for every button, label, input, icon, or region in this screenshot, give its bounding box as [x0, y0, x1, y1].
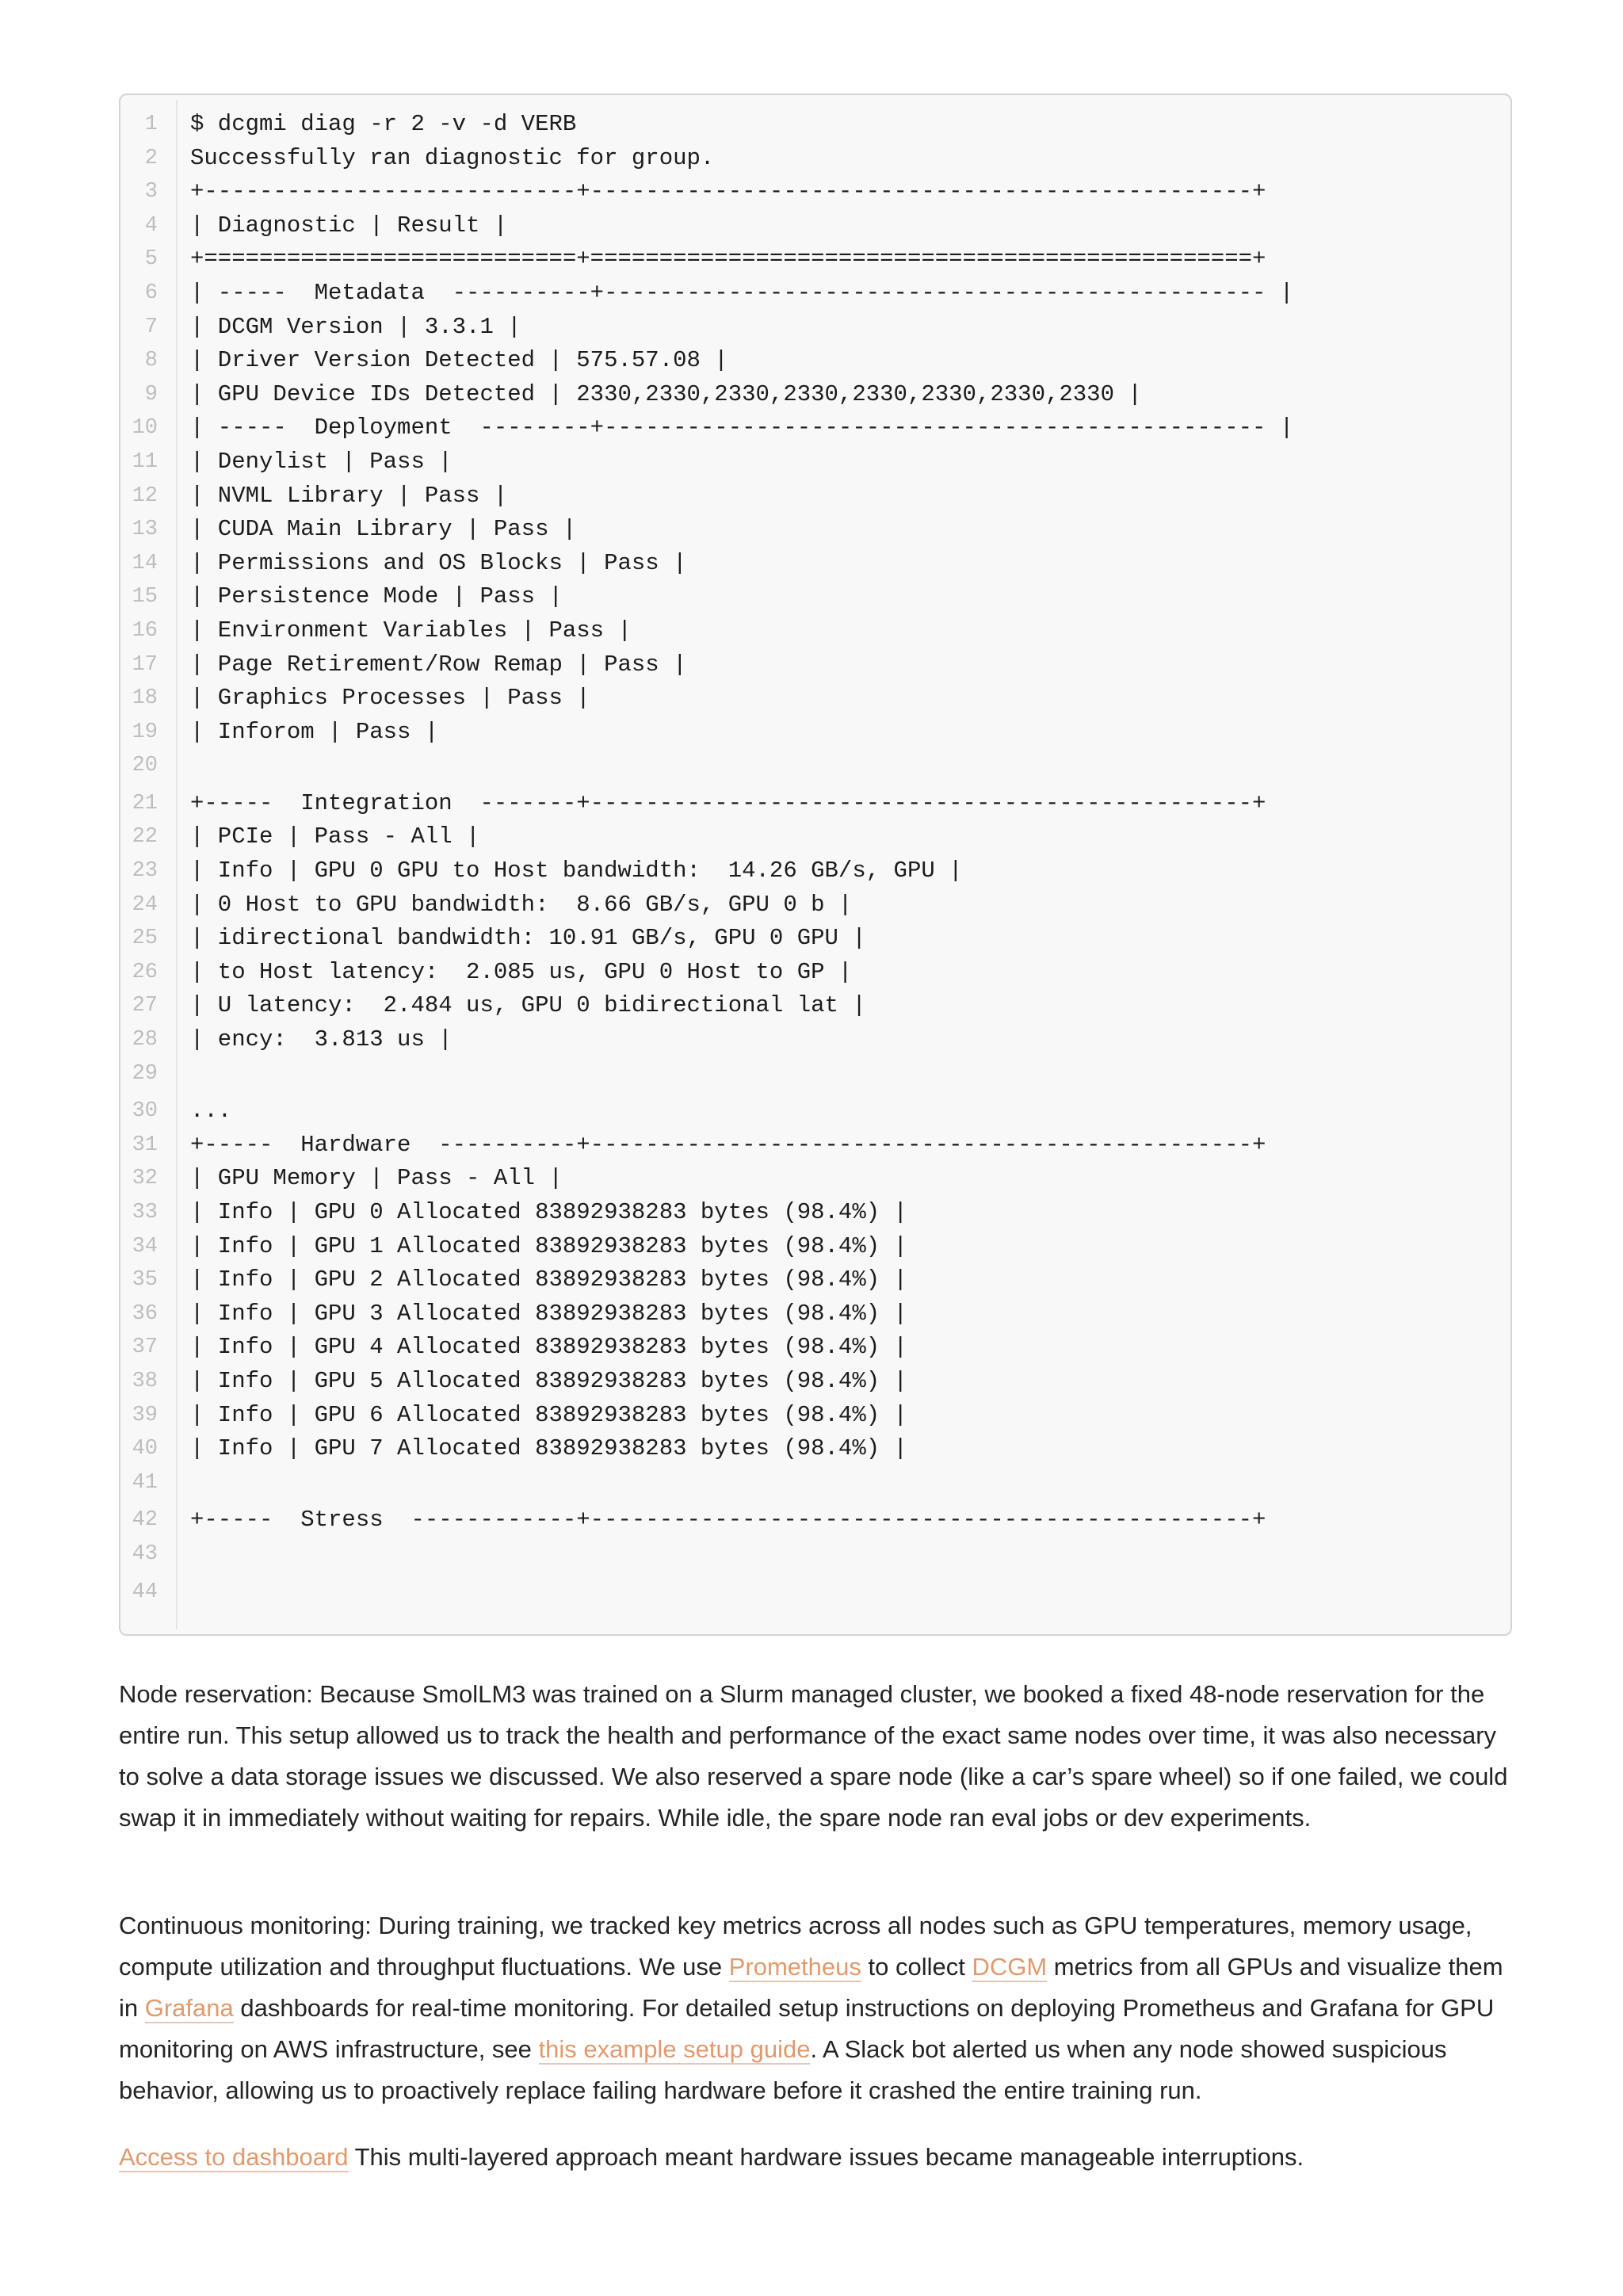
code-line [120, 1466, 1510, 1500]
code-text: | NVML Library | Pass | [190, 482, 508, 509]
line-number: 17 [132, 652, 158, 677]
code-text: | Graphics Processes | Pass | [190, 685, 590, 712]
line-number: 27 [132, 994, 158, 1018]
code-text: ... [190, 1098, 232, 1125]
line-number: 4 [144, 213, 158, 238]
line-number: 3 [144, 180, 158, 204]
line-number: 43 [132, 1541, 158, 1566]
line-number: 16 [132, 618, 158, 643]
code-text: | Inforom | Pass | [190, 718, 439, 745]
code-text: | Info | GPU 6 Allocated 83892938283 bytes (98.4%) | [190, 1401, 907, 1428]
line-number: 22 [132, 825, 158, 850]
code-line [120, 1503, 1510, 1538]
line-number: 2 [144, 146, 158, 170]
code-line [120, 787, 1510, 821]
setup-guide-link[interactable]: this example setup guide [538, 2035, 811, 2063]
code-line [120, 1538, 1510, 1572]
code-line [120, 344, 1510, 378]
line-number: 40 [132, 1437, 158, 1461]
code-text: | CUDA Main Library | Pass | [190, 516, 577, 543]
text-span: metrics from all GPUs and visualize them in [119, 1953, 1503, 2022]
line-number: 1 [144, 113, 158, 136]
code-block [119, 94, 1512, 1636]
code-text: | Info | GPU 0 Allocated 83892938283 bytes (98.4%) | [190, 1199, 907, 1225]
line-number: 9 [144, 382, 158, 407]
code-text: | ency: 3.813 us | [190, 1026, 453, 1053]
code-text: | Driver Version Detected | 575.57.08 | [190, 347, 728, 374]
line-number: 39 [132, 1403, 158, 1427]
code-text: | ----- Deployment --------+------------------------------------------------ | [190, 415, 1294, 441]
text-span: Continuous monitoring: During training, we tracked key metrics across all nodes such as GPU temperatures, memory usage, compute utilization and throughput fluctuations. We use [119, 1912, 1472, 1981]
line-number: 28 [132, 1028, 158, 1052]
code-line [120, 142, 1510, 176]
text-span: to collect [861, 1953, 972, 1981]
line-number: 36 [132, 1301, 158, 1326]
code-text: | Diagnostic | Result | [190, 212, 508, 239]
line-number: 12 [132, 483, 158, 508]
line-number: 31 [132, 1133, 158, 1157]
line-number: 30 [132, 1099, 158, 1124]
line-number: 7 [144, 315, 158, 339]
code-text: | Page Retirement/Row Remap | Pass | [190, 651, 687, 678]
code-lines [120, 108, 1510, 1609]
code-line [120, 1365, 1510, 1399]
code-line [120, 1432, 1510, 1466]
line-number: 44 [132, 1580, 158, 1604]
code-text: +----- Hardware ----------+------------------------------------------------+ [190, 1131, 1266, 1158]
line-number: 42 [132, 1508, 158, 1533]
line-number: 24 [132, 892, 158, 917]
line-number: 23 [132, 859, 158, 884]
line-number: 25 [132, 926, 158, 951]
code-text: | Info | GPU 4 Allocated 83892938283 bytes (98.4%) | [190, 1334, 907, 1361]
code-line [120, 716, 1510, 750]
prometheus-link[interactable]: Prometheus [728, 1953, 861, 1981]
line-number: 33 [132, 1201, 158, 1224]
code-line [120, 682, 1510, 716]
line-number: 38 [132, 1369, 158, 1393]
code-line [120, 888, 1510, 923]
code-line [120, 989, 1510, 1023]
line-number: 26 [132, 960, 158, 984]
code-text: | Info | GPU 2 Allocated 83892938283 bytes (98.4%) | [190, 1266, 907, 1293]
code-line [120, 311, 1510, 345]
code-text: | to Host latency: 2.085 us, GPU 0 Host to GP | [190, 958, 853, 985]
paragraph-dashboard [119, 2137, 1515, 2178]
text-span: This multi-layered approach meant hardware issues became manageable interruptions. [348, 2143, 1304, 2171]
code-text: | DCGM Version | 3.3.1 | [190, 313, 521, 340]
text-span: . A Slack bot alerted us when any node showed suspicious behavior, allowing us to proactively replace failing hardware before it crashed the entire training run. [119, 2035, 1447, 2104]
code-line [120, 1162, 1510, 1196]
code-line [120, 277, 1510, 311]
code-text: | 0 Host to GPU bandwidth: 8.66 GB/s, GPU 0 b | [190, 891, 853, 918]
code-line [120, 1331, 1510, 1365]
code-text: | Persistence Mode | Pass | [190, 583, 563, 610]
dcgm-link[interactable]: DCGM [972, 1953, 1048, 1981]
code-line [120, 175, 1510, 209]
code-text: +----- Integration -------+------------------------------------------------+ [190, 789, 1266, 816]
line-number: 14 [132, 551, 158, 575]
code-text: | Environment Variables | Pass | [190, 617, 632, 644]
code-line [120, 513, 1510, 547]
code-line [120, 820, 1510, 854]
line-number: 34 [132, 1234, 158, 1259]
line-number: 18 [132, 686, 158, 711]
code-text: | idirectional bandwidth: 10.91 GB/s, GPU 0 GPU | [190, 925, 866, 952]
code-line [120, 243, 1510, 277]
code-text: | Info | GPU 7 Allocated 83892938283 bytes (98.4%) | [190, 1435, 907, 1462]
access-dashboard-link[interactable]: Access to dashboard [119, 2143, 349, 2171]
line-number: 21 [132, 791, 158, 816]
code-text: | ----- Metadata ----------+------------------------------------------------ | [190, 279, 1294, 306]
code-text: | Info | GPU 3 Allocated 83892938283 bytes (98.4%) | [190, 1300, 907, 1327]
code-text: | GPU Memory | Pass - All | [190, 1165, 563, 1192]
line-number: 35 [132, 1268, 158, 1293]
code-line [120, 1297, 1510, 1331]
line-number: 13 [132, 518, 158, 542]
code-line [120, 445, 1510, 479]
code-text: +---------------------------+------------------------------------------------+ [190, 178, 1266, 205]
code-text: | Denylist | Pass | [190, 448, 453, 475]
code-line [120, 1263, 1510, 1297]
code-line [120, 479, 1510, 514]
code-line [120, 1057, 1510, 1091]
grafana-link[interactable]: Grafana [144, 1994, 234, 2022]
code-text: | PCIe | Pass - All | [190, 823, 480, 850]
code-text: | U latency: 2.484 us, GPU 0 bidirectional lat | [190, 992, 866, 1019]
code-text: | Info | GPU 5 Allocated 83892938283 bytes (98.4%) | [190, 1367, 907, 1394]
line-number: 29 [132, 1061, 158, 1086]
paragraph-node-reservation: Node reservation: Because SmolLM3 was trained on a Slurm managed cluster, we booked a fixed 48-node reservation for the entire run. This setup allowed us to track the health and performance of the exact same nodes over time, it was also necessary to solve a data storage issues we discussed. We also reserved a spare node (like a car’s spare wheel) so if one failed, we could swap it in immediately without waiting for repairs. While idle, the spare node ran eval jobs or dev experiments. [119, 1680, 1508, 1832]
line-number: 6 [144, 281, 158, 305]
line-number: 8 [144, 349, 158, 373]
line-number: 20 [132, 754, 158, 778]
code-line [120, 614, 1510, 648]
code-text: | GPU Device IDs Detected | 2330,2330,2330,2330,2330,2330,2330,2330 | [190, 380, 1142, 407]
code-line [120, 922, 1510, 956]
line-number: 32 [132, 1167, 158, 1191]
code-line [120, 1196, 1510, 1230]
line-number: 37 [132, 1335, 158, 1360]
code-line [120, 1576, 1510, 1610]
line-number: 19 [132, 720, 158, 744]
line-number: 10 [132, 416, 158, 441]
code-text: Successfully ran diagnostic for group. [190, 144, 715, 171]
code-line [120, 209, 1510, 243]
code-text: +===========================+================================================+ [190, 246, 1266, 273]
code-text: $ dcgmi diag -r 2 -v -d VERB [190, 111, 577, 137]
code-line [120, 1095, 1510, 1129]
text-span: dashboards for real-time monitoring. For detailed setup instructions on deploying Prometheus and Grafana for GPU monitoring on AWS infrastructure, see [119, 1994, 1495, 2063]
code-line [120, 648, 1510, 682]
code-line [120, 749, 1510, 783]
code-text: | Info | GPU 0 GPU to Host bandwidth: 14.26 GB/s, GPU | [190, 858, 963, 884]
code-line [120, 580, 1510, 614]
code-line [120, 378, 1510, 412]
code-line [120, 1230, 1510, 1264]
line-number: 15 [132, 585, 158, 609]
line-number: 5 [144, 247, 158, 272]
code-text: | Permissions and OS Blocks | Pass | [190, 549, 687, 576]
code-line [120, 1129, 1510, 1163]
code-line [120, 547, 1510, 581]
code-line [120, 956, 1510, 990]
code-text: | Info | GPU 1 Allocated 83892938283 bytes (98.4%) | [190, 1232, 907, 1259]
code-line [120, 854, 1510, 888]
line-number: 11 [132, 449, 158, 474]
paragraph-continuous-monitoring [119, 1905, 1515, 2111]
code-line [120, 1023, 1510, 1057]
code-text: +----- Stress ------------+------------------------------------------------+ [190, 1507, 1266, 1534]
code-line [120, 411, 1510, 445]
code-line [120, 1399, 1510, 1433]
code-line [120, 108, 1510, 142]
line-number: 41 [132, 1470, 158, 1495]
